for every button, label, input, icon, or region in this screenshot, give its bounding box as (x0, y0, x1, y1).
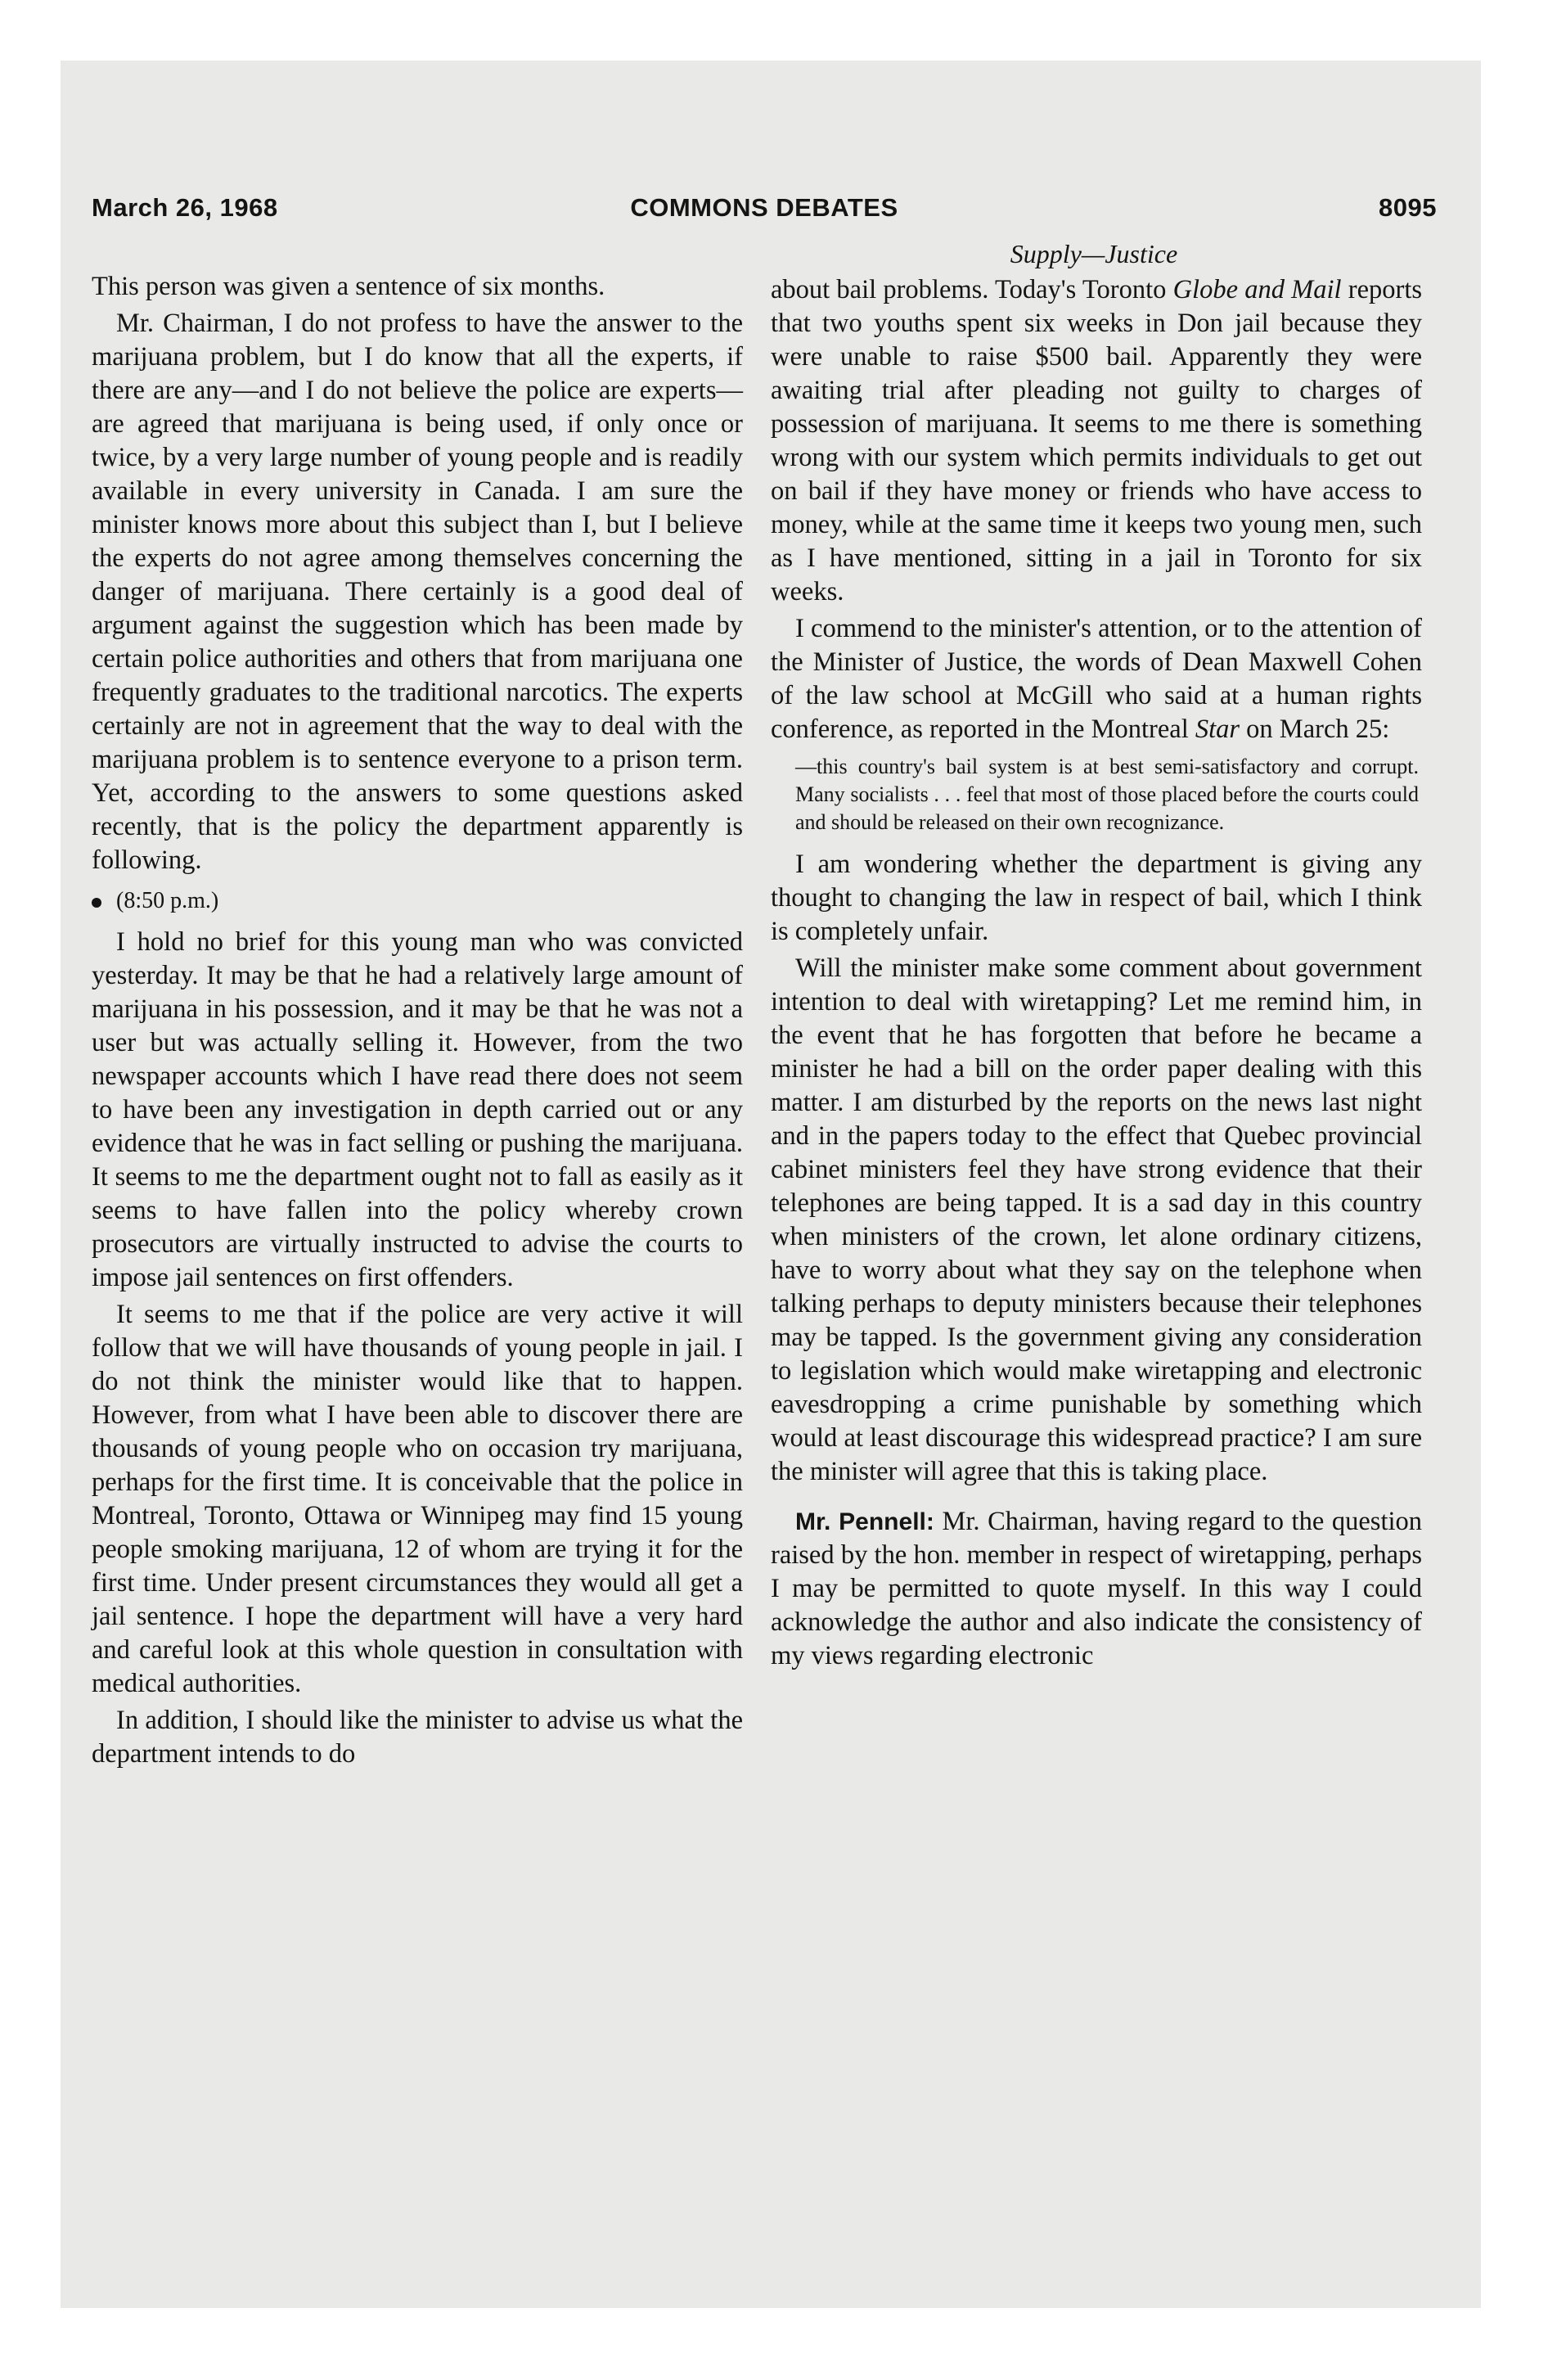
newspaper-name: Globe and Mail (1172, 275, 1342, 304)
header-title: COMMONS DEBATES (630, 193, 898, 222)
text-run: Mr. Chairman, having regard to the question raised by the hon. member in respect of wiretapping, perhaps I may be permitted to quote myself. In this way I could acknowledge the author and also indicate the consistency of my views regarding electronic (771, 1507, 1423, 1670)
paragraph: Mr. Chairman, I do not profess to have the answer to the marijuana problem, but I do know that all the experts, if there are any—and I do not believe the police are experts—are agreed that marijuana is being used, if only once or twice, by a very large number of young people and is readily available in every university in Canada. I am sure the minister knows more about this subject than I, but I believe the experts do not agree among themselves concerning the danger of marijuana. There certainly is a good deal of argument against the suggestion which has been made by certain police authorities and others that from marijuana one frequently graduates to the traditional narcotics. The experts certainly are not in agreement that the way to deal with the marijuana problem is to sentence everyone to a prison term. Yet, according to the answers to some questions asked recently, that is the policy the department apparently is following. (92, 309, 743, 875)
newspaper-name: Star (1195, 714, 1240, 744)
text-run: about bail problems. Today's Toronto (771, 275, 1173, 304)
paragraph: In addition, I should like the minister to advise us what the department intends to do (92, 1706, 743, 1769)
paragraph: It seems to me that if the police are very active it will follow that we will have thousands of young people in jail. I do not think the minister would like that to happen. However, from what I have been able to discover there are thousands of young people who on occasion try marijuana, perhaps for the first time. It is conceivable that the police in Montreal, Toronto, Ottawa or Winnipeg may find 15 young people smoking marijuana, 12 of whom are trying it for the first time. Under present circumstances they would all get a jail sentence. I hope the department will have a very hard and careful look at this whole question in consultation with medical authorities. (92, 1300, 743, 1698)
header-page-number: 8095 (1379, 193, 1437, 222)
block-quote: —this country's bail system is at best semi-satisfactory and corrupt. Many socialists . . . feel that most of those placed before the courts could and should be released on their own recognizance. (795, 755, 1419, 834)
paragraph: Will the minister make some comment about government intention to deal with wiretapping? Let me remind him, in the event that he has forgotten that before he became a minister he had a bill on the order paper dealing with this matter. I am disturbed by the reports on the news last night and in the papers today to the effect that Quebec provincial cabinet ministers feel they have strong evidence that their telephones are being tapped. It is a sad day in this country when ministers of the crown, let alone ordinary citizens, have to worry about what they say on the telephone when talking perhaps to deputy ministers because their telephones may be tapped. Is the government giving any consideration to legislation which would make wiretapping and electronic eavesdropping a crime punishable by something which would at least discourage this widespread practice? I am sure the minister will agree that this is taking place. (771, 953, 1422, 1486)
time-stamp-text: (8:50 p.m.) (116, 888, 219, 913)
paragraph (771, 1505, 1422, 1673)
page-header (92, 193, 1437, 234)
text-run: reports that two youths spent six weeks in Don jail because they were unable to raise $500 bail. Apparently they were awaiting trial after pleading not guilty to charges of possession of marijuana. It seems to me there is something wrong with our system which permits individuals to get out on bail if they have money or friends who have access to money, while at the same time it keeps two young men, such as I have mentioned, sitting in a jail in Toronto for six weeks. (771, 275, 1422, 606)
left-column (92, 270, 743, 1771)
running-head: Supply—Justice (1010, 239, 1178, 268)
paragraph (771, 273, 1422, 609)
text-run: I commend to the minister's attention, or to the attention of the Minister of Justice, the words of Dean Maxwell Cohen of the law school at McGill who said at a human rights conference, as reported in the Montreal (771, 614, 1422, 744)
header-date: March 26, 1968 (92, 193, 278, 222)
speaker-name: Mr. Pennell: (795, 1508, 934, 1535)
right-column (771, 273, 1422, 1673)
bullet-icon (92, 898, 101, 908)
text-run: on March 25: (1240, 714, 1390, 744)
paragraph (771, 612, 1422, 746)
paragraph: I hold no brief for this young man who was convicted yesterday. It may be that he had a relatively large amount of marijuana in his possession, and it may be that he was not a user but was actually selling it. However, from the two newspaper accounts which I have read there does not seem to have been any investigation in depth carried out or any evidence that he was in fact selling or pushing the marijuana. It seems to me the department ought not to fall as easily as it seems to have fallen into the policy whereby crown prosecutors are virtually instructed to advise the courts to impose jail sentences on first offenders. (92, 927, 743, 1292)
paragraph: This person was given a sentence of six months. (92, 272, 605, 301)
paragraph: I am wondering whether the department is giving any thought to changing the law in respect of bail, which I think is completely unfair. (771, 850, 1422, 946)
time-stamp (92, 884, 743, 917)
